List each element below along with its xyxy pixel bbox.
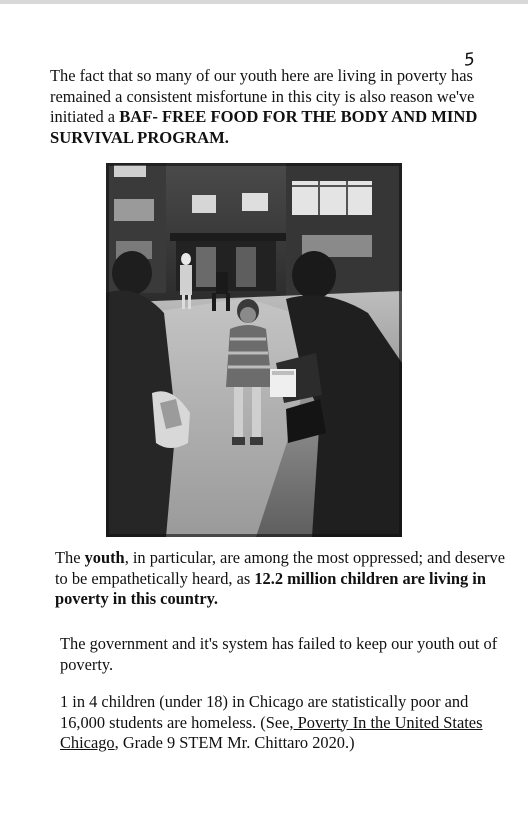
intro-paragraph <box>50 66 490 148</box>
food-distribution-photo <box>106 163 402 537</box>
chicago-post: , Grade 9 STEM Mr. Chittaro 2020.) <box>114 733 355 752</box>
youth-pre: The <box>55 548 85 567</box>
intro-text: The fact that so many of our youth here are living in poverty has remained a consistent misfortune in this city is also reason we've initiated a <box>50 66 475 127</box>
chicago-pre: 1 in 4 children (under 18) in Chicago are statistically poor and 16,000 students are homeless. ( <box>60 692 469 732</box>
top-border <box>0 0 528 4</box>
source-title: Poverty In the United States Chicago <box>60 712 483 752</box>
poverty-statistic: 12.2 million children are living in poverty in this country. <box>55 568 486 608</box>
youth-mid: , in particular, are among the most oppressed; and deserve to be empathetically heard, as <box>55 548 505 588</box>
chicago-paragraph <box>60 692 500 754</box>
government-paragraph: The government and it's system has failed to keep our youth out of poverty. <box>60 634 498 674</box>
page-number: 5 <box>462 49 477 71</box>
youth-emphasis: youth <box>84 548 125 567</box>
youth-paragraph <box>55 548 505 610</box>
see-reference: See, <box>265 712 294 732</box>
program-name: BAF- FREE FOOD FOR THE BODY AND MIND SURVIVAL PROGRAM. <box>50 107 478 147</box>
